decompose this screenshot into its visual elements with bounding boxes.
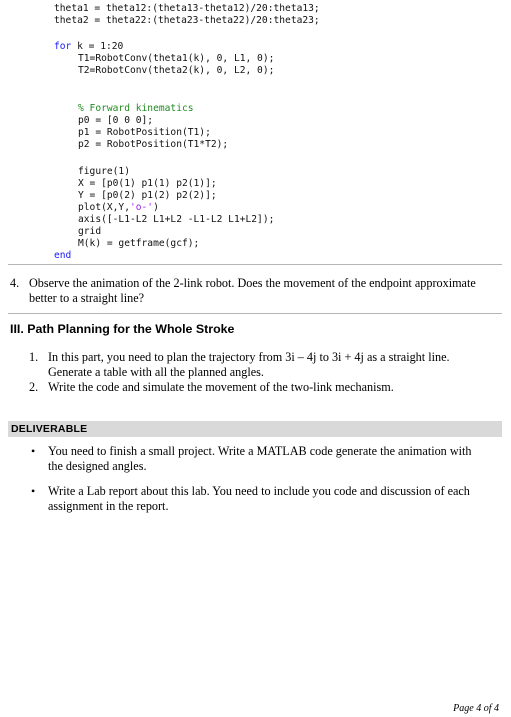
- section-heading: III. Path Planning for the Whole Stroke: [10, 322, 235, 336]
- code-text: k = 1:20: [71, 41, 124, 52]
- deliverable-item-line: Write a Lab report about this lab. You need to include you code and discussion of each: [48, 484, 470, 498]
- deliverable-header-bar: [8, 421, 502, 437]
- list-item-text: [48, 350, 502, 380]
- code-line: [78, 202, 159, 215]
- code-keyword: end: [54, 250, 72, 261]
- code-keyword: for: [54, 41, 72, 52]
- question-text-line: better to a straight line?: [29, 291, 145, 305]
- code-line: grid: [78, 226, 102, 237]
- list-number: 1.: [29, 350, 39, 364]
- deliverable-item-text: [48, 484, 502, 514]
- deliverable-item-line: the designed angles.: [48, 459, 147, 473]
- code-line: p1 = RobotPosition(T1);: [78, 127, 211, 138]
- list-item-line: In this part, you need to plan the trajectory from 3i – 4j to 3i + 4j as a straight line.: [48, 350, 450, 364]
- code-comment: % Forward kinematics: [78, 103, 194, 114]
- code-line: X = [p0(1) p1(1) p2(1)];: [78, 178, 217, 189]
- code-line: p0 = [0 0 0];: [78, 115, 154, 126]
- bullet-icon: •: [31, 444, 36, 458]
- deliverable-label: DELIVERABLE: [11, 423, 88, 435]
- code-line: p2 = RobotPosition(T1*T2);: [78, 139, 229, 150]
- deliverable-item-line: assignment in the report.: [48, 499, 169, 513]
- code-line: T2=RobotConv(theta2(k), 0, L2, 0);: [78, 65, 275, 76]
- list-item-line: Write the code and simulate the movement of the two-link mechanism.: [48, 380, 394, 394]
- code-text: plot(X,Y,: [78, 202, 130, 213]
- code-line: figure(1): [78, 166, 130, 177]
- code-line: M(k) = getframe(gcf);: [78, 238, 200, 249]
- code-line: theta1 = theta12:(theta13-theta12)/20:theta13;: [54, 3, 320, 14]
- code-line: axis([-L1-L2 L1+L2 -L1-L2 L1+L2]);: [78, 214, 275, 225]
- code-line: T1=RobotConv(theta1(k), 0, L1, 0);: [78, 53, 275, 64]
- code-line: [54, 41, 123, 54]
- section-divider: [8, 264, 502, 265]
- question-text: [29, 276, 501, 306]
- section-divider: [8, 313, 502, 314]
- deliverable-item-line: You need to finish a small project. Write a MATLAB code generate the animation with: [48, 444, 472, 458]
- question-number: 4.: [10, 276, 20, 290]
- code-line: Y = [p0(2) p1(2) p2(2)];: [78, 190, 217, 201]
- deliverable-item-text: [48, 444, 502, 474]
- question-text-line: Observe the animation of the 2-link robot. Does the movement of the endpoint approximate: [29, 276, 476, 290]
- list-item-line: Generate a table with all the planned angles.: [48, 365, 264, 379]
- list-number: 2.: [29, 380, 39, 394]
- code-line: theta2 = theta22:(theta23-theta22)/20:theta23;: [54, 15, 320, 26]
- code-string: 'o-': [129, 202, 154, 213]
- list-item-text: [48, 380, 502, 395]
- bullet-icon: •: [31, 484, 36, 498]
- page-number: Page 4 of 4: [453, 703, 499, 714]
- code-block: [0, 0, 511, 264]
- code-text: ): [153, 202, 159, 213]
